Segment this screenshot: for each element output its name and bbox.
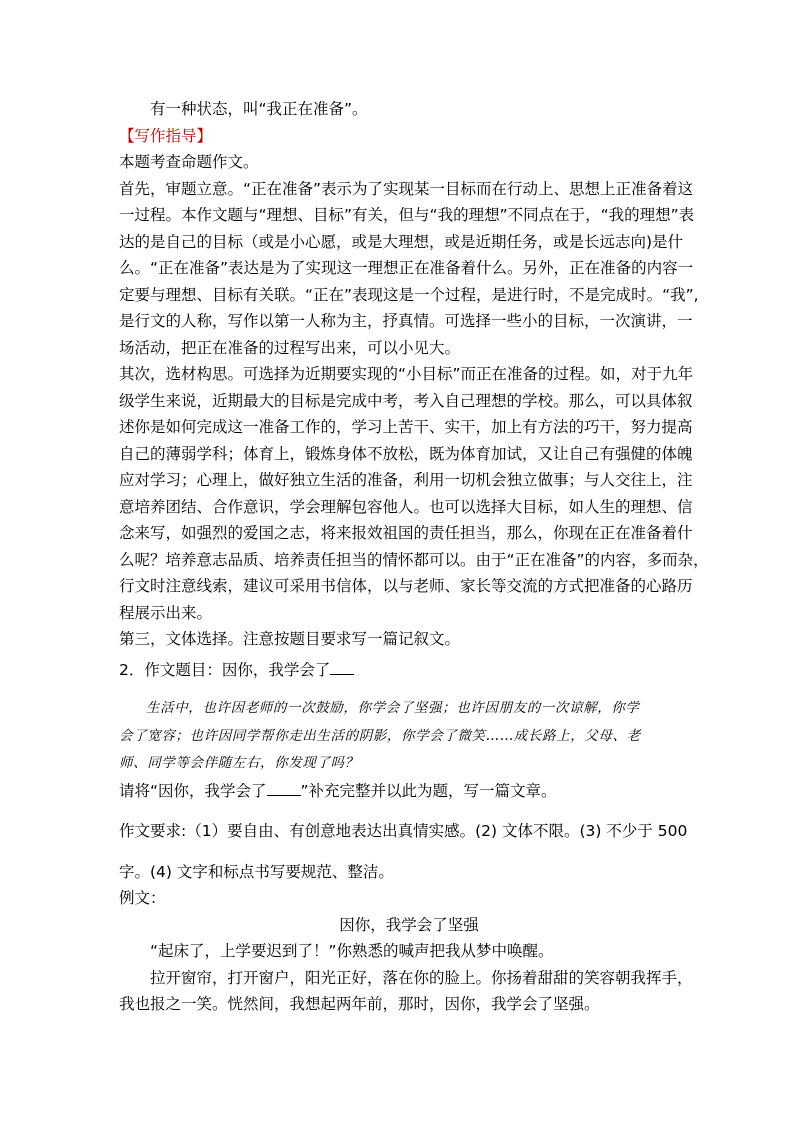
guide-paragraph-3: 第三，文体选择。注意按题目要求写一篇记叙文。 bbox=[119, 630, 461, 648]
text-line: 级学生来说，近期最大的目标是完成中考，考入自己理想的学校。那么，可以具体叙 bbox=[119, 391, 693, 410]
prompt-line: 师、同学等会伴随左右，你发现了吗？ bbox=[119, 755, 359, 771]
intro-line: 有一种状态，叫“我正在准备”。 bbox=[150, 100, 368, 118]
example-line: “起床了，上学要迟到了！”你熟悉的喊声把我从梦中唤醒。 bbox=[150, 942, 554, 960]
text-line: 其次，选材构思。可选择为近期要实现的“小目标”而正在准备的过程。如，对于九年 bbox=[119, 365, 694, 383]
document-page bbox=[119, 96, 709, 1018]
text-line: 念来写，如强烈的爱国之志，将来报效祖国的责任担当，那么，你现在正在准备着什 bbox=[119, 524, 693, 542]
text-line: 述你是如何完成这一准备工作的，学习上苦干、实干，加上有方法的巧干，努力提高 bbox=[119, 418, 693, 436]
text-line: 意培养团结、合作意识，学会理解包容他人。也可以选择大目标，如人生的理想、信 bbox=[119, 497, 693, 516]
text-line: 应对学习；心理上，做好独立生活的准备，利用一切机会独立做事；与人交往上，注 bbox=[119, 471, 693, 489]
guide-paragraph-1 bbox=[119, 176, 699, 362]
text-line: 达的是自己的目标（或是小心愿，或是大理想，或是近期任务，或是长远志向)是什 bbox=[119, 232, 684, 251]
instruction-line bbox=[119, 778, 679, 805]
guide-paragraph-2 bbox=[119, 361, 709, 626]
text-line: 定要与理想、目标有关联。“正在”表现这是一个过程，是进行时，不是完成时。“我”, bbox=[119, 285, 699, 304]
text-line: 是行文的人称，写作以第一人称为主，抒真情。可选择一些小的目标，一次演讲，一 bbox=[119, 312, 693, 330]
prompt-line: 会了宽容；也许因同学帮你走出生活的阴影，你学会了微笑……成长路上，父母、老 bbox=[119, 727, 641, 744]
text-line: 行文时注意线索，建议可采用书信体，以与老师、家长等交流的方式把准备的心路历 bbox=[119, 577, 693, 595]
text-line: 自己的薄弱学科；体育上，锻炼身体不放松，既为体育加试，又让自己有强健的体魄 bbox=[119, 444, 693, 463]
example-line: 我也报之一笑。恍然间，我想起两年前，那时，因你，我学会了坚强。 bbox=[119, 995, 600, 1013]
text-line: 一过程。本作文题与“理想、目标”有关，但与“我的理想”不同点在于，“我的理想”表 bbox=[119, 206, 695, 224]
example-label: 例文： bbox=[119, 889, 166, 907]
question-2-title-text: 2．作文题目：因你，我学会了 bbox=[119, 660, 331, 679]
title-blank bbox=[330, 660, 354, 675]
text-line: 首先，审题立意。“正在准备”表示为了实现某一目标而在行动上、思想上正准备着这 bbox=[119, 179, 694, 198]
instruction-post: ”补充完整并以此为题，写一篇文章。 bbox=[300, 781, 557, 800]
text-line: 程展示出来。 bbox=[119, 603, 213, 622]
writing-guide-heading: 【写作指导】 bbox=[119, 126, 213, 145]
text-line: 场活动，把正在准备的过程写出来，可以小见大。 bbox=[119, 338, 461, 357]
example-line: 拉开窗帘，打开窗户，阳光正好，落在你的脸上。你扬着甜甜的笑容朝我挥手， bbox=[150, 968, 693, 987]
instruction-pre: 请将“因你，我学会了 bbox=[119, 781, 267, 800]
instruction-blank bbox=[267, 781, 301, 796]
text-line: 么呢？培养意志品质、培养责任担当的情怀都可以。由于“正在准备”的内容，多而杂， bbox=[119, 550, 709, 569]
prompt-line: 生活中，也许因老师的一次鼓励，你学会了坚强；也许因朋友的一次谅解，你学 bbox=[146, 700, 640, 716]
question-2-title bbox=[119, 657, 679, 684]
prompt-block bbox=[119, 695, 679, 778]
example-title: 因你，我学会了坚强 bbox=[339, 915, 479, 934]
guide-line: 本题考查命题作文。 bbox=[119, 153, 259, 171]
requirements-line-1: 作文要求:（1）要自由、有创意地表达出真情实感。(2) 文体不限。(3) 不少于 500 bbox=[119, 822, 688, 840]
text-line: 么。“正在准备”表达是为了实现这一理想正在准备着什么。另外，正在准备的内容一 bbox=[119, 259, 694, 277]
requirements-line-2: 字。(4) 文字和标点书写要规范、整洁。 bbox=[119, 862, 394, 881]
